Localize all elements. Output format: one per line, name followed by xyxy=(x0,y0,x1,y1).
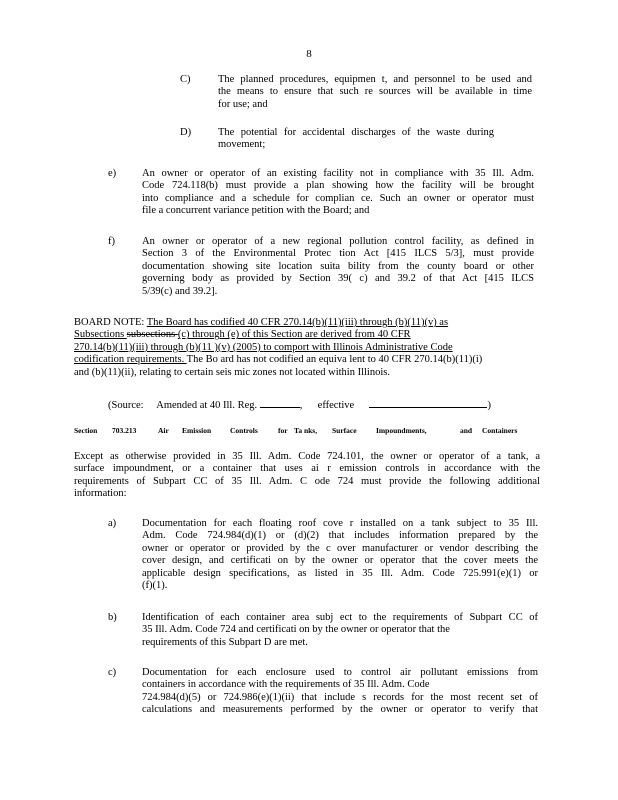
heading-word: Surface xyxy=(332,426,357,435)
text-line: into compliance and a schedule for complian ce. Such an owner or operator must xyxy=(142,192,534,204)
source-note xyxy=(108,398,508,412)
text-line: The planned procedures, equipmen t, and personnel to be used and xyxy=(218,74,532,85)
heading-word: Containers xyxy=(482,426,518,435)
text-line: The potential for accidental discharges of the waste during xyxy=(218,127,494,138)
effective-text: effective xyxy=(317,400,355,411)
register-volume-blank xyxy=(260,398,300,408)
item-label: a) xyxy=(108,518,117,529)
text-line: Adm. Code 724.984(d)(1) or (d)(2) that includes information prepared by the xyxy=(142,530,538,542)
text-line: requirements of this Subpart D are met. xyxy=(142,636,308,648)
effective-date-blank xyxy=(369,398,487,408)
text-line: requirements of Subpart CC of 35 Ill. Adm. C ode 724 must provide the following additional xyxy=(74,475,540,487)
heading-word: Air xyxy=(158,426,169,435)
subitem-label: C) xyxy=(180,74,191,85)
board-note-text: and (b)(11)(ii), relating to certain seis mic zones not located within Illinois. xyxy=(74,366,390,378)
text-line: documentation showing site location suita bility from the county board or other xyxy=(142,260,534,272)
heading-word: Ta nks, xyxy=(294,426,318,435)
heading-word: and xyxy=(460,426,473,435)
added-text: (c) through (e) of this Section are derived from 40 CFR xyxy=(177,329,411,341)
item-label: f) xyxy=(108,236,115,247)
text-line: owner or operator or provided by the c over manufacturer or vendor describing the xyxy=(142,542,538,554)
heading-word: Emission xyxy=(182,426,212,435)
page-number: 8 xyxy=(306,48,312,60)
board-note xyxy=(74,317,540,379)
text-line: information: xyxy=(74,488,127,500)
text-line: Code 724.118(b) must provide a plan showing how the facility will be brought xyxy=(142,180,534,192)
text-line: Except as otherwise provided in 35 Ill. Adm. Code 724.101, the owner or operator of a tank, a xyxy=(74,451,540,462)
item-label: e) xyxy=(108,168,117,179)
text-line: 5/39(c) and 39.2]. xyxy=(142,285,218,297)
text-line: Documentation for each enclosure used to control air pollutant emissions from xyxy=(142,667,538,678)
added-text: 270.14(b)(11)(iii) through (b)(11 )(v) (2005) xyxy=(74,341,264,353)
text-line: calculations and measurements performed by the owner or operator to verify that xyxy=(142,704,538,716)
text-line: Documentation for each floating roof cove r installed on a tank subject to 35 Ill. xyxy=(142,518,538,529)
text-line: 724.984(d)(5) or 724.986(e)(1)(ii) that include s records for the most recent set of xyxy=(142,691,538,703)
text-line: the means to ensure that such re sources will be available in time xyxy=(218,86,532,98)
added-text: The Board has codified 40 CFR 270.14(b)(11)(iii) through (b)(11)(v) as xyxy=(146,317,449,328)
text-line: for use; and xyxy=(218,98,268,110)
added-text: Subsections xyxy=(74,329,127,341)
item-label: b) xyxy=(108,612,117,623)
deleted-text: subsections xyxy=(126,329,178,341)
text-line: governing body as provided by Section 39( c) and 39.2 of that Act [415 ILCS xyxy=(142,273,534,285)
section-number: 703.213 xyxy=(112,426,137,435)
heading-word: for xyxy=(278,426,288,435)
heading-word: Impoundments, xyxy=(376,426,427,435)
added-text: codification requirements. xyxy=(74,354,187,366)
heading-word: Controls xyxy=(230,426,258,435)
text-line: cover design, and certificati on by the owner or operator that the cover meets the xyxy=(142,555,538,567)
text-line: surface impoundment, or a container that uses ai r emission controls in accordance with the xyxy=(74,463,540,475)
text-line: file a concurrent variance petition with the Board; and xyxy=(142,205,370,217)
text-line: Identification of each container area subj ect to the requirements of Subpart CC of xyxy=(142,612,538,623)
text-line: 35 Ill. Adm. Code 724 and certificati on by the owner or operator that the xyxy=(142,624,450,636)
amended-text: Amended at 40 Ill. Reg. xyxy=(156,400,258,411)
text-line: containers in accordance with the requirements of 35 Ill. Adm. Code xyxy=(142,679,430,691)
text-line: Section 3 of the Environmental Protec tion Act [415 ILCS 5/3], must provide xyxy=(142,248,534,260)
board-note-label: BOARD NOTE: xyxy=(74,317,147,328)
close-paren: ) xyxy=(487,400,491,411)
subitem-label: D) xyxy=(180,127,192,138)
added-text: to comport with Illinois Administrative Code xyxy=(263,341,453,353)
text-line: An owner or operator of an existing facility not in compliance with 35 Ill. Adm. xyxy=(142,168,534,179)
comma: , xyxy=(299,400,303,411)
board-note-text: The Bo ard has not codified an equiva lent to 40 CFR 270.14(b)(11)(i) xyxy=(186,354,483,366)
intro-paragraph xyxy=(74,451,540,501)
item-label: c) xyxy=(108,667,117,678)
text-line: applicable design specifications, as listed in 35 Ill. Adm. Code 725.991(e)(1) or xyxy=(142,567,538,579)
section-word: Section xyxy=(74,426,98,435)
text-line: movement; xyxy=(218,139,266,151)
text-line: An owner or operator of a new regional pollution control facility, as defined in xyxy=(142,236,534,247)
source-label: (Source: xyxy=(108,400,144,411)
text-line: (f)(1). xyxy=(142,580,168,592)
